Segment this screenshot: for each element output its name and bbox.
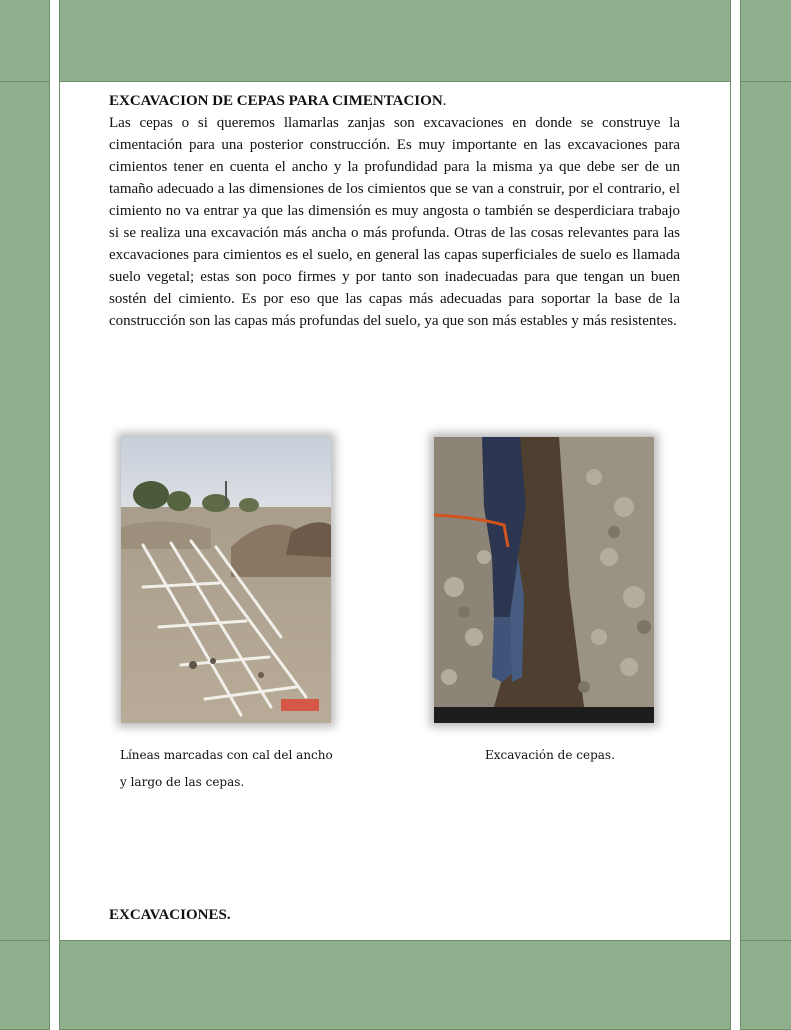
footer-band [59, 940, 731, 1030]
frame-left-margin [0, 81, 50, 941]
photo-lime-marked-lines [121, 437, 331, 723]
frame-bottom-right [740, 940, 791, 1030]
section-excavaciones-title: EXCAVACIONES. [109, 907, 231, 923]
frame-top-right [740, 0, 791, 82]
caption-left-line-2: y largo de las cepas. [120, 775, 245, 789]
frame-right-margin [740, 81, 791, 941]
section-paragraph: Las cepas o si queremos llamarlas zanjas son excavaciones en donde se construye la cimentación para una posterior construcción. Es muy importante en las excavaciones para cimientos tener en cuenta el ancho y la profundidad para la misma ya que debe ser de un tamaño adecuado a las dimensiones de los cimientos que se van a construir, por el contrario, el cimiento no va entrar ya que las dimensión es muy angosta o también se desperdiciara trabajo si se realiza una excavación más ancha o más profunda. Otras de las cosas relevantes para las excavaciones para cimientos es el suelo, en general las capas superficiales de suelo es llamada suelo vegetal; estas son poco firmes y por tanto son inadecuadas para que tengan un buen sostén del cimiento. Es por eso que las capas más adecuadas para soportar la base de la construcción son las capas más profundas del suelo, ya que son más estables y más resistentes. [109, 115, 680, 329]
caption-right: Excavación de cepas. [485, 748, 615, 762]
photo-trench-excavation-image [434, 437, 654, 723]
photo-trench-excavation [434, 437, 654, 723]
frame-top-left [0, 0, 50, 82]
section-title [109, 90, 680, 112]
caption-left-line-1: Líneas marcadas con cal del ancho [120, 748, 333, 762]
section-title-text: EXCAVACION DE CEPAS PARA CIMENTACION [109, 93, 443, 109]
section-title-period: . [442, 93, 447, 109]
section-cepas [109, 90, 680, 332]
frame-bottom-left [0, 940, 50, 1030]
photo-lime-marked-lines-image [121, 437, 331, 723]
header-band [59, 0, 731, 82]
